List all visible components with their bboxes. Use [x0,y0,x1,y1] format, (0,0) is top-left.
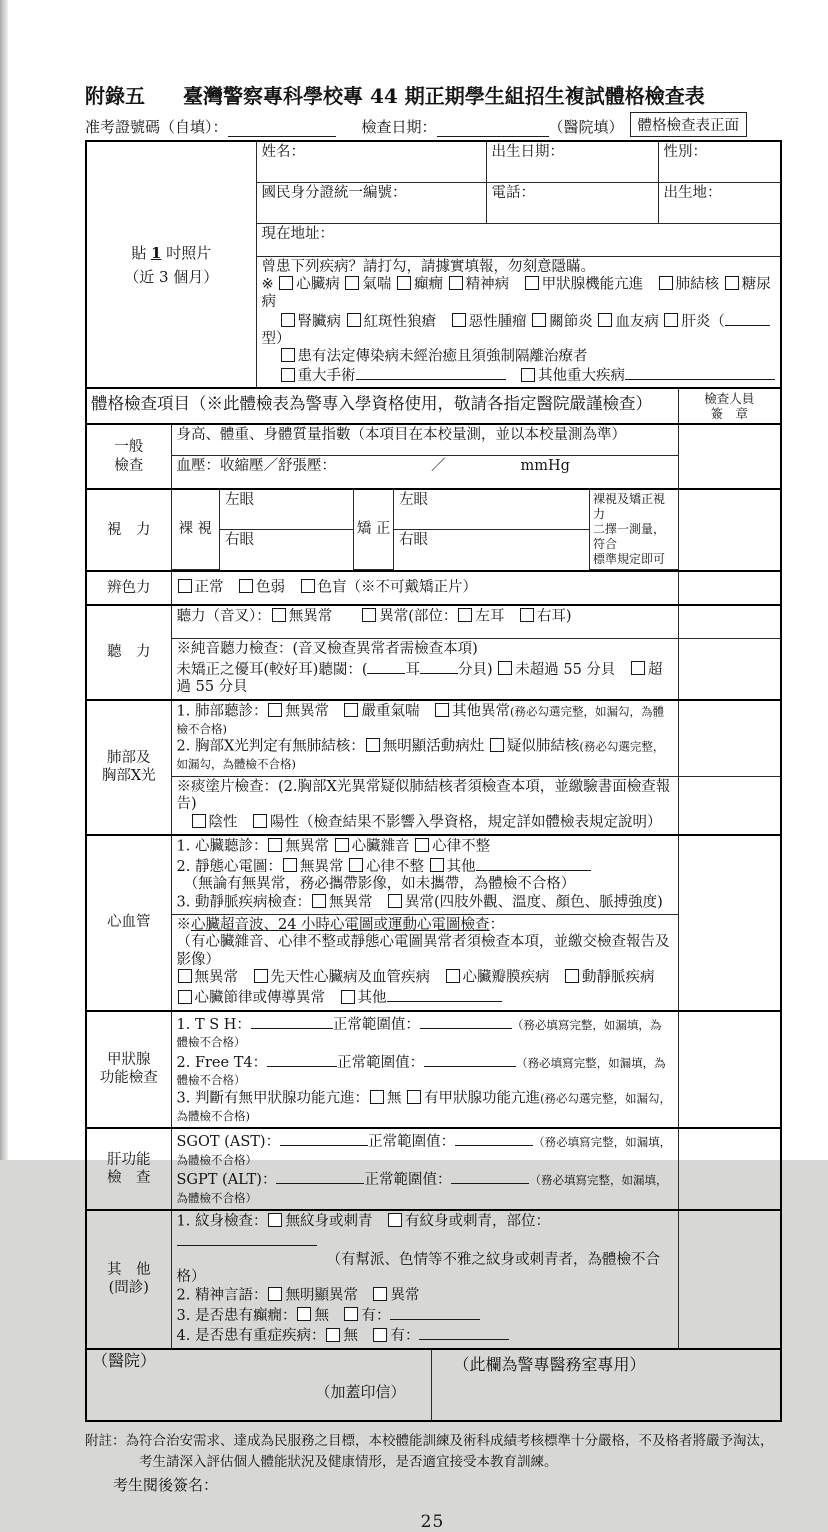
text-segment: 血友病 [615,313,664,330]
text-segment: 無異常 [299,858,349,875]
name-field-cell[interactable] [256,141,486,183]
text-segment: 未矯正之優耳(較好耳)聽閾：( [176,661,368,678]
checkbox[interactable] [452,313,466,327]
signature-cell-vision[interactable] [678,489,781,571]
text-segment: 有： [361,1307,391,1324]
checkbox[interactable] [532,313,546,327]
id-number-label: 國民身分證統一編號： [261,185,407,201]
exam-table-header: 體格檢查項目（※此體檢表為警專入學資格使用，敬請各指定醫院嚴謹檢查） [86,388,678,424]
checkbox[interactable] [490,738,504,752]
right-eye-label: 右眼 [225,532,254,549]
text-segment: 曾患下列疾病？請打勾，請據實填報，勿刻意隱瞞。 [261,259,595,275]
text-segment: ／ [431,458,446,474]
police-clinic-cell[interactable] [431,1349,781,1421]
text-segment: 1. T S H： [176,1016,251,1033]
text-segment: 糖尿病 [261,276,771,310]
text-segment: 其他 [446,858,476,875]
checkbox[interactable] [297,1307,311,1321]
section-label-lung [86,700,171,835]
page-number: 25 [420,1511,445,1532]
section-label-color-vision: 辨色力 [86,571,171,605]
checkbox[interactable] [521,368,535,382]
checkbox[interactable] [239,579,253,593]
checkbox[interactable] [370,1090,384,1104]
blank-line[interactable] [625,365,775,380]
address-field-cell[interactable] [256,224,781,257]
vision-naked-left-eye-cell[interactable] [220,490,354,530]
text-segment: 一般 [114,438,144,455]
text-segment: 陽性（檢查結果不影響入學資格，規定詳如體檢表規定說明） [270,814,662,830]
text-segment: 無紋身或刺青 [285,1213,387,1230]
candidate-signature-line[interactable] [113,1475,780,1496]
phone-label: 電話： [491,185,535,201]
signature-cell-lung-1[interactable] [678,700,781,777]
exam-date-blank[interactable] [437,122,549,137]
blank-line[interactable] [267,1052,337,1067]
text-segment: 右耳) [536,608,572,625]
text-segment: 心臟病 [296,276,345,293]
text-segment: 無異常 [194,969,253,986]
vision-note [590,490,679,570]
text-segment: 2. 胸部X光判定有無肺結核： [176,738,365,755]
text-segment: 無明顯活動病灶 [382,738,489,755]
text-segment: 1 [151,243,162,262]
checkbox[interactable] [178,579,192,593]
checkbox[interactable] [279,276,293,290]
text-segment: 無明顯異常 [285,1287,373,1303]
left-eye-label: 左眼 [399,492,428,508]
signature-cell-general[interactable] [678,424,781,489]
text-segment: ※ [261,276,279,293]
text-segment: 重大手術 [297,368,356,384]
text-segment: 陰性 [208,814,252,830]
admission-no-label: 准考證號碼（自填）： [85,118,228,136]
checkbox[interactable] [312,894,326,908]
checkbox[interactable] [268,703,282,717]
section-label-thyroid [86,1011,171,1129]
text-segment: （務必填寫完整，如漏填，為體檢不合格） [176,1135,672,1167]
examiner-signature-header [678,388,781,424]
text-segment: 功能檢查 [99,1070,158,1087]
text-segment: 無異常 [328,894,387,910]
text-segment: 心臟雜音 [351,838,415,854]
signature-cell-lung-2[interactable] [678,776,781,835]
footnote-block [85,1431,780,1496]
text-segment: 紅斑性狼瘡 [363,313,451,330]
general-blood-pressure-row [171,456,678,490]
checkbox[interactable] [268,1287,282,1301]
checkbox[interactable] [347,313,361,327]
checkbox[interactable] [335,838,349,852]
dob-label: 出生日期： [491,144,564,160]
blank-line[interactable] [177,1231,317,1246]
text-segment: SGPT (ALT)： [176,1172,277,1188]
left-eye-label: 左眼 [225,492,254,508]
text-segment: (問診) [108,1280,149,1297]
section-label-general [86,424,171,489]
phone-field-cell[interactable] [486,183,658,224]
vision-naked-label: 裸 視 [172,490,220,570]
form-title: 臺灣警察專科學校專 44 期正期學生組招生複試體格檢查表 [183,84,705,108]
text-segment: 耳 [405,661,420,678]
text-segment: 身高、體重、身體質量指數（本項目在本校量測，並以本校量測為準） [176,427,626,443]
signer-line1: 檢查人員 [704,391,755,406]
text-segment: （務必填寫完整，如漏填，為體檢不合格） [176,1055,666,1087]
text-segment: 腎臟病 [297,313,346,330]
text-segment: 2. 精神言語： [176,1287,268,1303]
vision-corrected-left-eye-cell[interactable] [394,490,590,530]
section-label-hearing: 聽 力 [86,605,171,700]
cardio-ultrasound-ecg-row [171,914,678,1011]
page-title [85,80,780,109]
blank-line[interactable] [276,1169,364,1184]
birthplace-label: 出生地： [663,185,722,201]
blank-line[interactable] [476,856,591,871]
checkbox[interactable] [362,608,376,622]
checkbox[interactable] [268,1213,282,1227]
checkbox[interactable] [272,608,286,622]
text-segment: 無 [386,1090,407,1106]
text-segment: 肝炎（ [681,313,725,330]
affix-seal-label: （加蓋印信） [315,1382,406,1401]
hospital-stamp-table [85,1348,782,1422]
text-segment: 惡性腫瘤 [468,313,532,330]
checkbox[interactable] [253,814,267,828]
thyroid-function-row [171,1011,678,1129]
text-segment: 2. 靜態心電圖： [176,858,282,875]
text-segment: 3. 判斷有無甲狀腺功能亢進： [176,1090,369,1106]
signature-cell-color-vision[interactable] [678,571,781,605]
text-segment: 關節炎 [549,313,598,330]
text-segment: 精神病 [465,276,524,293]
color-vision-row [171,571,678,605]
text-segment: 其他 [357,990,387,1006]
disease-history-cell [256,257,781,389]
exam-table [85,387,782,1350]
checkbox[interactable] [366,738,380,752]
checkbox[interactable] [281,348,295,362]
section-label-other [86,1210,171,1349]
text-segment: 肺結核 [675,276,724,293]
text-segment: 聽力（音叉）： [176,608,271,625]
sex-field-cell[interactable] [658,141,781,183]
text-segment: 裸視及矯正視力 [593,492,666,521]
text-segment: 型） [261,330,291,347]
text-segment: 心臟節律或傳導異常 [194,990,340,1006]
checkbox[interactable] [341,990,355,1004]
text-segment: 3. 是否患有癲癇： [176,1307,297,1324]
checkbox[interactable] [446,969,460,983]
blank-line[interactable] [356,365,506,380]
text-segment: 無 [314,1307,344,1324]
text-segment: 無 [343,1328,373,1344]
text-segment: mmHg [520,458,570,474]
blank-line[interactable] [420,1014,512,1029]
exam-date-label: 檢查日期： [361,118,437,136]
checkbox[interactable] [520,608,534,622]
text-segment: (務必勾選完整，如漏勾，為體檢不合格) [176,704,664,736]
hearing-pure-tone-row [171,639,678,700]
signature-cell-liver[interactable] [678,1128,781,1210]
checkbox[interactable] [397,276,411,290]
text-segment: 其 他 [107,1262,151,1279]
text-segment: 左耳 [475,608,519,625]
text-segment: ※ [176,916,191,933]
form-meta-line [85,112,780,137]
text-segment: 正常範圍值： [364,1172,452,1188]
signature-cell-hearing-1[interactable] [678,605,781,639]
vision-naked-right-eye-cell[interactable] [220,530,354,570]
text-segment: 超過 55 分貝 [176,661,663,695]
text-segment: 無異常 [285,703,344,719]
text-segment: （近 3 個月） [124,267,219,286]
text-segment: 嚴重氣喘 [361,703,434,719]
text-segment: 異常(四肢外觀、溫度、顏色、脈搏強度) [404,894,663,910]
checkbox[interactable] [525,276,539,290]
text-segment: 心律不整 [432,838,491,854]
checkbox[interactable] [598,313,612,327]
text-segment: 分貝) [457,661,498,678]
hospital-stamp-cell[interactable] [86,1349,431,1421]
checkbox[interactable] [178,990,192,1004]
text-segment: 3. 動靜脈疾病檢查： [176,894,311,910]
blank-line[interactable] [387,987,502,1002]
text-segment: 未超過 55 分貝 [515,661,630,678]
text-segment: 正常範圍值： [368,1134,456,1150]
blank-line[interactable] [280,1131,368,1146]
checkbox[interactable] [415,838,429,852]
checkbox[interactable] [281,313,295,327]
footnote-line1: 為符合治安需求、達成為民服務之目標，本校體能訓練及術科成績考核標準十分嚴格，不及格者將嚴予淘汰， [125,1432,774,1449]
checkbox[interactable] [345,276,359,290]
appendix-label: 附錄五 [85,84,145,108]
section-label-liver [86,1128,171,1210]
text-segment: 1. 紋身檢查： [176,1213,268,1230]
text-segment: 患有法定傳染病未經治癒且須強制隔離治療者 [297,348,588,364]
text-segment: 異常(部位： [379,608,458,625]
checkbox[interactable] [326,1328,340,1342]
checkbox[interactable] [631,661,645,675]
photo-attach-cell [86,141,256,388]
candidate-signature-label: 考生閱後簽名： [113,1475,219,1494]
checkbox[interactable] [458,608,472,622]
general-body-metrics-row [171,424,678,456]
checkbox[interactable] [349,858,363,872]
lung-sputum-smear-row [171,776,678,835]
text-segment: 有甲狀腺功能亢進 [424,1090,541,1106]
checkbox[interactable] [388,894,402,908]
checkbox[interactable] [565,969,579,983]
checkbox[interactable] [407,1090,421,1104]
blank-line[interactable] [455,1131,533,1146]
checkbox[interactable] [178,969,192,983]
checkbox[interactable] [449,276,463,290]
police-clinic-label: （此欄為警專醫務室專用） [453,1354,646,1374]
text-segment [506,368,521,384]
footnote-prefix: 附註： [85,1432,126,1449]
text-segment: ※痰塗片檢查：(2.胸部X光異常疑似肺結核者須檢查本項，並繳驗書面檢查報告) [176,778,671,812]
text-segment: 動靜脈疾病 [582,969,655,986]
text-segment: 甲狀腺機能亢進 [541,276,658,293]
admission-no-blank[interactable] [228,122,336,137]
text-segment: 心臟超音波、24 小時心電圖或運動心電圖檢查 [191,916,490,933]
text-segment: 標準規定即可 [593,552,666,566]
checkbox[interactable] [192,814,206,828]
text-segment: ： [489,916,505,933]
scan-edge-artifact [0,0,8,1160]
checkbox[interactable] [301,579,315,593]
text-segment: ※純音聽力檢查：(音叉檢查異常者需檢查本項) [176,641,478,657]
id-number-field-cell[interactable] [256,183,486,224]
signature-cell-thyroid[interactable] [678,1011,781,1129]
text-segment: (務必勾選完整，如漏勾，為體檢不合格) [176,1091,672,1123]
hearing-tuning-fork-row [171,605,678,639]
text-segment: 肝功能 [107,1152,151,1168]
text-segment: 氣喘 [362,276,396,293]
section-label-vision: 視 力 [86,489,171,571]
checkbox[interactable] [388,1213,402,1227]
checkbox[interactable] [664,313,678,327]
text-segment: 異常 [390,1287,420,1303]
checkbox[interactable] [283,858,297,872]
blank-line[interactable] [725,311,770,326]
cardio-basic-checks-row [171,835,678,915]
text-segment: 檢 查 [107,1170,151,1186]
blank-line[interactable] [451,1169,529,1184]
vision-grid-cell [171,489,678,571]
footnote-line2: 考生請深入評估個人體能狀況及健康情形，是否適宜接受本教育訓練。 [139,1453,558,1470]
text-segment: 檢查 [114,457,144,474]
text-segment: 吋照片 [161,243,212,262]
hospital-fill-label: （醫院填） [548,118,624,136]
checkbox[interactable] [281,368,295,382]
name-label: 姓名： [261,144,305,160]
blank-line[interactable] [420,659,458,674]
blank-line[interactable] [367,659,405,674]
checkbox[interactable] [659,276,673,290]
text-segment: 癲癇 [413,276,448,293]
text-segment: 甲狀腺 [107,1052,151,1069]
checkbox[interactable] [344,1307,358,1321]
text-segment: 2. Free T4： [176,1054,268,1071]
checkbox[interactable] [498,661,512,675]
text-segment: （務必填寫完整，如漏填，為體檢不合格） [176,1173,668,1205]
text-segment: 無異常 [285,838,334,854]
text-segment: 肺部及 [107,750,151,766]
blank-line[interactable] [419,1325,509,1340]
checkbox[interactable] [254,969,268,983]
signer-line2: 簽 章 [710,406,748,421]
text-segment: 1. 肺部聽診： [176,703,268,719]
text-segment: （無論有無異常，務必攜帶影像，如未攜帶，為體檢不合格） [176,876,576,892]
text-segment: 心臟瓣膜疾病 [462,969,564,986]
blank-line[interactable] [424,1052,516,1067]
right-eye-label: 右眼 [399,532,428,549]
text-segment: （有心臟雜音、心律不整或靜態心電圖異常者須檢查本項，並繳交檢查報告及影像） [176,934,670,968]
checkbox[interactable] [373,1328,387,1342]
text-segment: 疑似肺結核 [506,738,580,755]
checkbox[interactable] [725,276,739,290]
other-interview-row [171,1210,678,1349]
text-segment: 有： [390,1328,420,1344]
vision-corrected-label: 矯 正 [354,490,394,570]
text-segment: 貼 [131,243,152,262]
dob-field-cell[interactable] [486,141,658,183]
text-segment: 二擇一測量，符合 [593,522,666,551]
blank-line[interactable] [390,1305,480,1320]
text-segment: （務必填寫完整，如漏填，為體檢不合格） [176,1017,662,1049]
address-label: 現在地址： [261,226,334,242]
text-segment: 有紋身或刺青，部位： [404,1213,550,1230]
text-segment: 1. 心臟聽診： [176,838,268,854]
vision-corrected-right-eye-cell[interactable] [394,530,590,570]
text-segment: 色盲（※不可戴矯正片） [317,579,477,596]
hospital-label: （醫院） [92,1350,157,1370]
text-segment: （有幫派、色情等不雅之紋身或刺青者，為體檢不合格） [176,1251,660,1285]
text-segment: 正常 [194,579,238,596]
section-label-cardio: 心血管 [86,835,171,1011]
checkbox[interactable] [435,703,449,717]
liver-function-row [171,1128,678,1210]
text-segment: 色弱 [256,579,300,596]
text-segment: 其他異常 [451,703,510,719]
text-segment: SGOT (AST)： [176,1134,281,1150]
checkbox[interactable] [344,703,358,717]
vision-subtable [172,490,679,570]
text-segment: 其他重大疾病 [538,368,625,384]
text-segment: 血壓：收縮壓／舒張壓： [176,458,336,474]
sex-label: 性別： [663,144,707,160]
signature-cell-cardio[interactable] [678,835,781,1011]
birthplace-field-cell[interactable] [658,183,781,224]
checkbox[interactable] [268,838,282,852]
identity-table [85,140,782,389]
lung-auscultation-xray-row [171,700,678,777]
checkbox[interactable] [373,1287,387,1301]
text-segment: 先天性心臟病及血管疾病 [270,969,445,986]
text-segment: 4. 是否患有重症疾病： [176,1328,326,1344]
text-segment: (務必勾選完整，如漏勾，為體檢不合格) [176,739,665,771]
text-segment: 無異常 [288,608,362,625]
signature-cell-hearing-2[interactable] [678,639,781,700]
text-segment: 心律不整 [366,858,429,875]
text-segment: 正常範圍值： [332,1016,420,1033]
text-segment: 正常範圍值： [337,1054,425,1071]
text-segment: 胸部X光 [101,768,156,784]
blank-line[interactable] [251,1014,333,1029]
signature-cell-other[interactable] [678,1210,781,1349]
checkbox[interactable] [430,858,444,872]
front-side-badge: 體格檢查表正面 [630,112,748,137]
